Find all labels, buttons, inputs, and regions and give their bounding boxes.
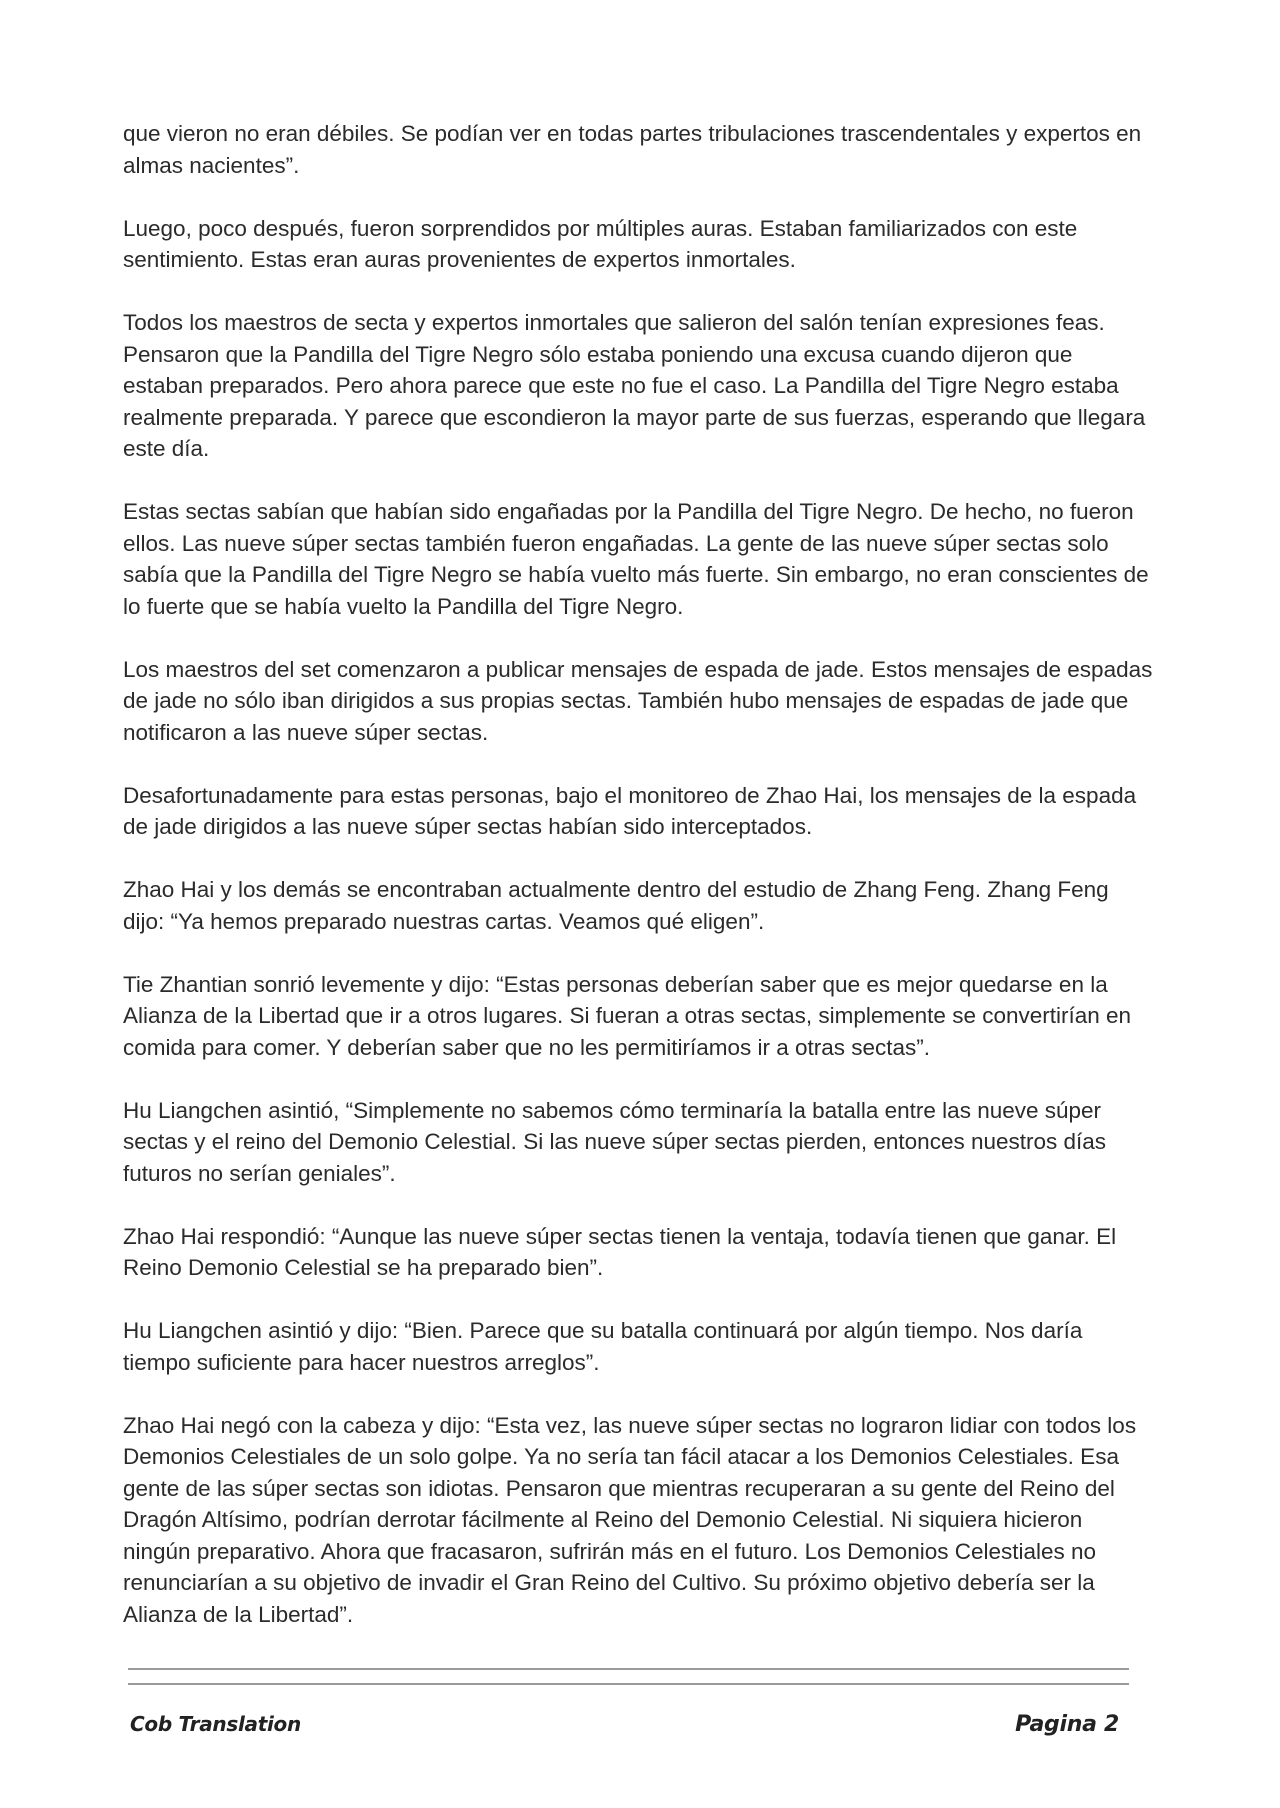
- footer-divider-top: [128, 1668, 1129, 1670]
- page-body: [123, 118, 1153, 1662]
- paragraph: Zhao Hai respondió: “Aunque las nueve súper sectas tienen la ventaja, todavía tienen que ganar. El Reino Demonio Celestial se ha preparado bien”.: [123, 1223, 1117, 1280]
- paragraph: Luego, poco después, fueron sorprendidos por múltiples auras. Estaban familiarizados con este sentimiento. Estas eran auras provenientes de expertos inmortales.: [123, 215, 1078, 272]
- paragraph: Estas sectas sabían que habían sido engañadas por la Pandilla del Tigre Negro. De hecho, no fueron ellos. Las nueve súper sectas también fueron engañadas. La gente de las nueve súper sectas solo sabía que la Pandilla del Tigre Negro se había vuelto más fuerte. Sin embargo, no eran conscientes de lo fuerte que se había vuelto la Pandilla del Tigre Negro.: [123, 499, 1149, 619]
- paragraph: Hu Liangchen asintió y dijo: “Bien. Parece que su batalla continuará por algún tiempo. Nos daría tiempo suficiente para hacer nuestros arreglos”.: [123, 1318, 1083, 1375]
- footer-translator-credit: Cob Translation: [130, 1712, 301, 1736]
- paragraph: Hu Liangchen asintió, “Simplemente no sabemos cómo terminaría la batalla entre las nueve súper sectas y el reino del Demonio Celestial. Si las nueve súper sectas pierden, entonces nuestros días futuros no serían geniales”.: [123, 1097, 1107, 1186]
- paragraph: que vieron no eran débiles. Se podían ver en todas partes tribulaciones trascendentales y expertos en almas nacientes”.: [123, 121, 1142, 178]
- paragraph: Los maestros del set comenzaron a publicar mensajes de espada de jade. Estos mensajes de espadas de jade no sólo iban dirigidos a sus propias sectas. También hubo mensajes de espadas de jade que notificaron a las nueve súper sectas.: [123, 656, 1153, 745]
- paragraph: Zhao Hai negó con la cabeza y dijo: “Esta vez, las nueve súper sectas no lograron lidiar con todos los Demonios Celestiales de un solo golpe. Ya no sería tan fácil atacar a los Demonios Celestiales. Esa gente de las súper sectas son idiotas. Pensaron que mientras recuperaran a su gente del Reino del Dragón Altísimo, podrían derrotar fácilmente al Reino del Demonio Celestial. Ni siquiera hicieron ningún preparativo. Ahora que fracasaron, sufrirán más en el futuro. Los Demonios Celestiales no renunciarían a su objetivo de invadir el Gran Reino del Cultivo. Su próximo objetivo debería ser la Alianza de la Libertad”.: [123, 1412, 1137, 1627]
- paragraph: Zhao Hai y los demás se encontraban actualmente dentro del estudio de Zhang Feng. Zhang Feng dijo: “Ya hemos preparado nuestras cartas. Veamos qué eligen”.: [123, 877, 1109, 934]
- paragraph: Tie Zhantian sonrió levemente y dijo: “Estas personas deberían saber que es mejor quedarse en la Alianza de la Libertad que ir a otros lugares. Si fueran a otras sectas, simplemente se convertirían en comida para comer. Y deberían saber que no les permitiríamos ir a otras sectas”.: [123, 971, 1132, 1060]
- footer-page-number: Pagina 2: [1015, 1712, 1119, 1737]
- paragraph: Todos los maestros de secta y expertos inmortales que salieron del salón tenían expresiones feas. Pensaron que la Pandilla del Tigre Negro sólo estaba poniendo una excusa cuando dijeron que estaban preparados. Pero ahora parece que este no fue el caso. La Pandilla del Tigre Negro estaba realmente preparada. Y parece que escondieron la mayor parte de sus fuerzas, esperando que llegara este día.: [123, 310, 1146, 461]
- paragraph: Desafortunadamente para estas personas, bajo el monitoreo de Zhao Hai, los mensajes de la espada de jade dirigidos a las nueve súper sectas habían sido interceptados.: [123, 782, 1137, 839]
- footer-divider-bottom: [128, 1683, 1129, 1685]
